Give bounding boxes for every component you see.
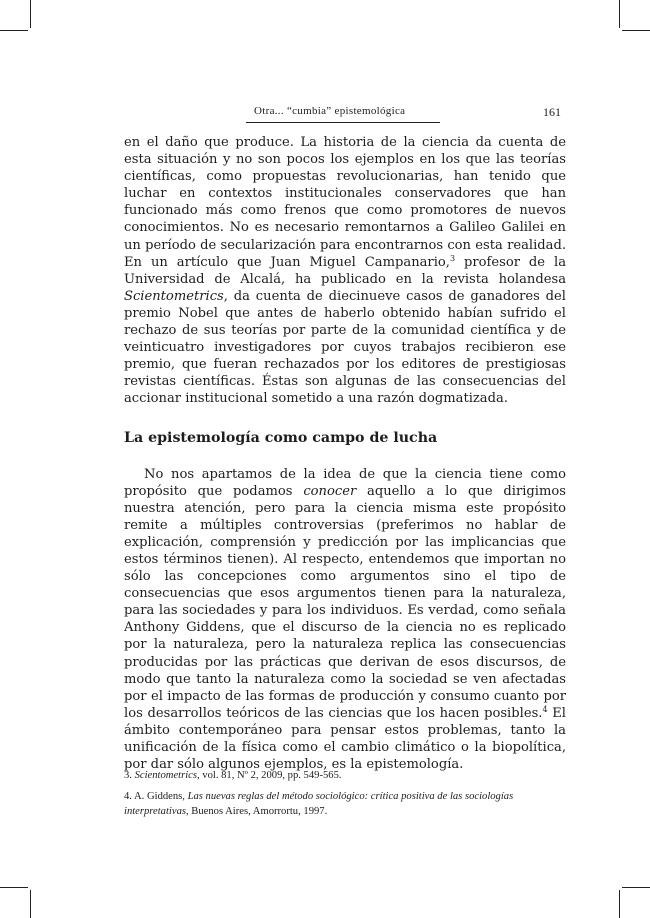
page-number: 161 — [543, 105, 561, 119]
paragraph-text: en el daño que produce. La historia de la ciencia da cuenta de esta situación y no son pocos los ejemplos en los que las teorías científicas, como propuestas revolucionarias, han tenido que luchar en contextos institucionales conservadores que han funcionado más como frenos que como promotores de nuevos conocimientos. No es necesario remontarnos a Galileo Galilei en un período de secularización para encontrarnos con esta realidad. En un artículo que Juan Miguel Campanario, — [124, 135, 566, 270]
paragraph-text: profesor de la Universidad de Alcalá, ha publicado en la revista holandesa — [124, 254, 566, 287]
running-head-title: Otra... “cumbia” epistemológica — [254, 105, 406, 117]
crop-mark-top-right-vertical — [619, 0, 620, 28]
footnote-text: , vol. 81, Nº 2, 2009, pp. 549-565. — [196, 770, 342, 781]
paragraph-text: aquello a lo que dirigimos nuestra atención, pero para la ciencia misma este propósito remite a múltiples controversias (preferimos no hablar de explicación, comprensión y predicción por las implicancias que estos términos tienen). Al respecto, entendemos que importan no sólo las concepciones como argumentos sino el tipo de consecuencias que esos argumentos tienen para la naturaleza, para las sociedades y para los individuos. Es verdad, como señala Anthony Giddens, que el discurso de la ciencia no es replicado por la naturaleza, pero la naturaleza replica las consecuencias producidas por las prácticas que derivan de esos discursos, de modo que tanto la naturaleza como la sociedad se ven afectadas por el impacto de las formas de producción y consumo cuanto por los desarrollos teóricos de las ciencias que los hacen posibles. — [124, 483, 566, 721]
paragraph-text: No nos apartamos de la idea de que la ciencia tiene como propósito que podamos — [124, 466, 566, 499]
running-head — [0, 105, 650, 123]
footnote-ref-4: 4 — [542, 704, 548, 714]
crop-mark-bottom-right-horizontal — [622, 887, 650, 888]
paragraph — [124, 466, 566, 774]
footnotes — [124, 768, 566, 825]
footnote-number: 4. — [124, 790, 132, 802]
crop-mark-top-left-horizontal — [0, 30, 28, 31]
footnote-number: 3. — [124, 770, 132, 781]
footnote-author: A. Giddens, — [134, 790, 188, 802]
section-title: La epistemología como campo de lucha — [124, 429, 438, 446]
footnote-text: , Buenos Aires, Amorrortu, 1997. — [186, 806, 328, 817]
footnote-title: Las nuevas reglas del método sociológico: crítica positiva de las sociologías interpretativas — [124, 790, 514, 817]
journal-name: Scientometrics — [124, 288, 224, 304]
emphasis: conocer — [303, 483, 357, 499]
footnote-ref-3: 3 — [449, 253, 456, 263]
crop-mark-bottom-left-horizontal — [0, 887, 28, 888]
paragraph-text: , da cuenta de diecinueve casos de ganadores del premio Nobel que antes de haberlo obtenido habían sufrido el rechazo de sus teorías por parte de la comunidad científica y de veinticuatro investigadores por cuyos trabajos recibieron ese premio, que fueran rechazados por los editores de prestigiosas revistas científicas. Éstas son algunas de las consecuencias del accionar institucional sometido a una razón dogmatizada. — [124, 288, 566, 407]
footnote-title: Scientometrics — [134, 770, 197, 781]
main-text — [124, 134, 566, 773]
crop-mark-bottom-left-vertical — [30, 890, 31, 918]
running-head-rule — [246, 122, 440, 123]
footnote-3 — [124, 768, 566, 784]
crop-mark-bottom-right-vertical — [619, 890, 620, 918]
footnote-4 — [124, 789, 566, 820]
crop-mark-top-right-horizontal — [622, 30, 650, 31]
paragraph-continued — [124, 134, 566, 408]
crop-mark-top-left-vertical — [30, 0, 31, 28]
paragraph-text: El ámbito contemporáneo para pensar estos problemas, tanto la unificación de la física como el cambio climático o la biopolítica, por dar sólo algunos ejemplos, es la epistemología. — [124, 705, 566, 773]
